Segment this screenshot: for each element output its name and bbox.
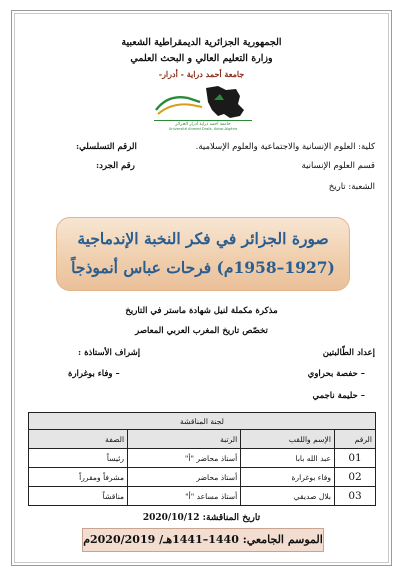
thesis-specialty: تخصّص تاريخ المغرب العربي المعاصر — [135, 326, 268, 336]
student-name-2: – حليمة ناجمي — [312, 391, 365, 401]
academic-season: الموسم الجامعي: 1440–1441هـ/ 2020/2019م — [82, 528, 324, 552]
supervisor-name: – وفاء بوغرارة — [68, 369, 120, 379]
thesis-note: مذكرة مكملة لنيل شهادة ماستر في التاريخ — [125, 306, 278, 316]
faculty-line: كلية: العلوم الإنسانية والاجتماعية والعلوم الإسلامية. — [195, 142, 375, 152]
serial-number-label: الرقم التسلسلي: — [76, 142, 137, 152]
row-number: 01 — [335, 449, 376, 468]
logo-arabic-text: جامعة أحمد دراية أدرار الجزائر — [175, 122, 231, 127]
committee-table — [28, 412, 376, 506]
students-label: إعداد الطّالبتين — [322, 348, 375, 358]
department-line: قسم العلوم الإنسانية — [301, 161, 375, 171]
inventory-number-label: رقم الجرد: — [96, 161, 135, 171]
committee-title: لجنة المناقشة — [29, 413, 376, 430]
university-name: جامعة أحمد دراية - أدرار- — [158, 69, 245, 79]
member-role: رئيساً — [29, 449, 128, 468]
student-name-1: – حفصة بحراوي — [307, 369, 365, 379]
member-rank: أستاذ محاضر — [128, 468, 241, 487]
branch-line: الشعبة: تاريخ — [328, 182, 375, 192]
member-name: بلال صديقي — [241, 487, 335, 506]
row-number: 02 — [335, 468, 376, 487]
committee-title-row — [29, 413, 376, 430]
table-row — [29, 487, 376, 506]
university-logo-graphic — [148, 80, 258, 132]
thesis-title-box — [56, 217, 350, 291]
thesis-title-line1: صورة الجزائر في فكر النخبة الإندماجية — [77, 229, 329, 248]
supervisor-label: إشراف الأستاذة : — [78, 348, 141, 358]
member-name: عبد الله بابا — [241, 449, 335, 468]
member-role: مشرفاً ومقرراً — [29, 468, 128, 487]
logo-french-text: Université Ahmed Draïa, Adrar-Algérie — [168, 127, 238, 131]
header-number: الرقم — [335, 430, 376, 449]
committee-header-row — [29, 430, 376, 449]
ministry-heading: وزارة التعليم العالي و البحث العلمي — [130, 53, 273, 64]
table-row — [29, 468, 376, 487]
republic-heading: الجمهورية الجزائرية الديمقراطية الشعبية — [121, 37, 282, 48]
thesis-title-line2: (1927–1958م) فرحات عباس أنموذجاً — [71, 258, 335, 277]
member-role: مناقشاً — [29, 487, 128, 506]
header-name: الإسم واللقب — [241, 430, 335, 449]
university-logo — [148, 80, 258, 132]
member-rank: أستاذ محاضر "أ" — [128, 449, 241, 468]
row-number: 03 — [335, 487, 376, 506]
table-row — [29, 449, 376, 468]
member-rank: أستاذ مساعد "أ" — [128, 487, 241, 506]
header-role: الصفة — [29, 430, 128, 449]
header-rank: الرتبة — [128, 430, 241, 449]
defense-date: تاريخ المناقشة: 2020/10/12 — [142, 513, 261, 523]
member-name: وفاء بوغرارة — [241, 468, 335, 487]
